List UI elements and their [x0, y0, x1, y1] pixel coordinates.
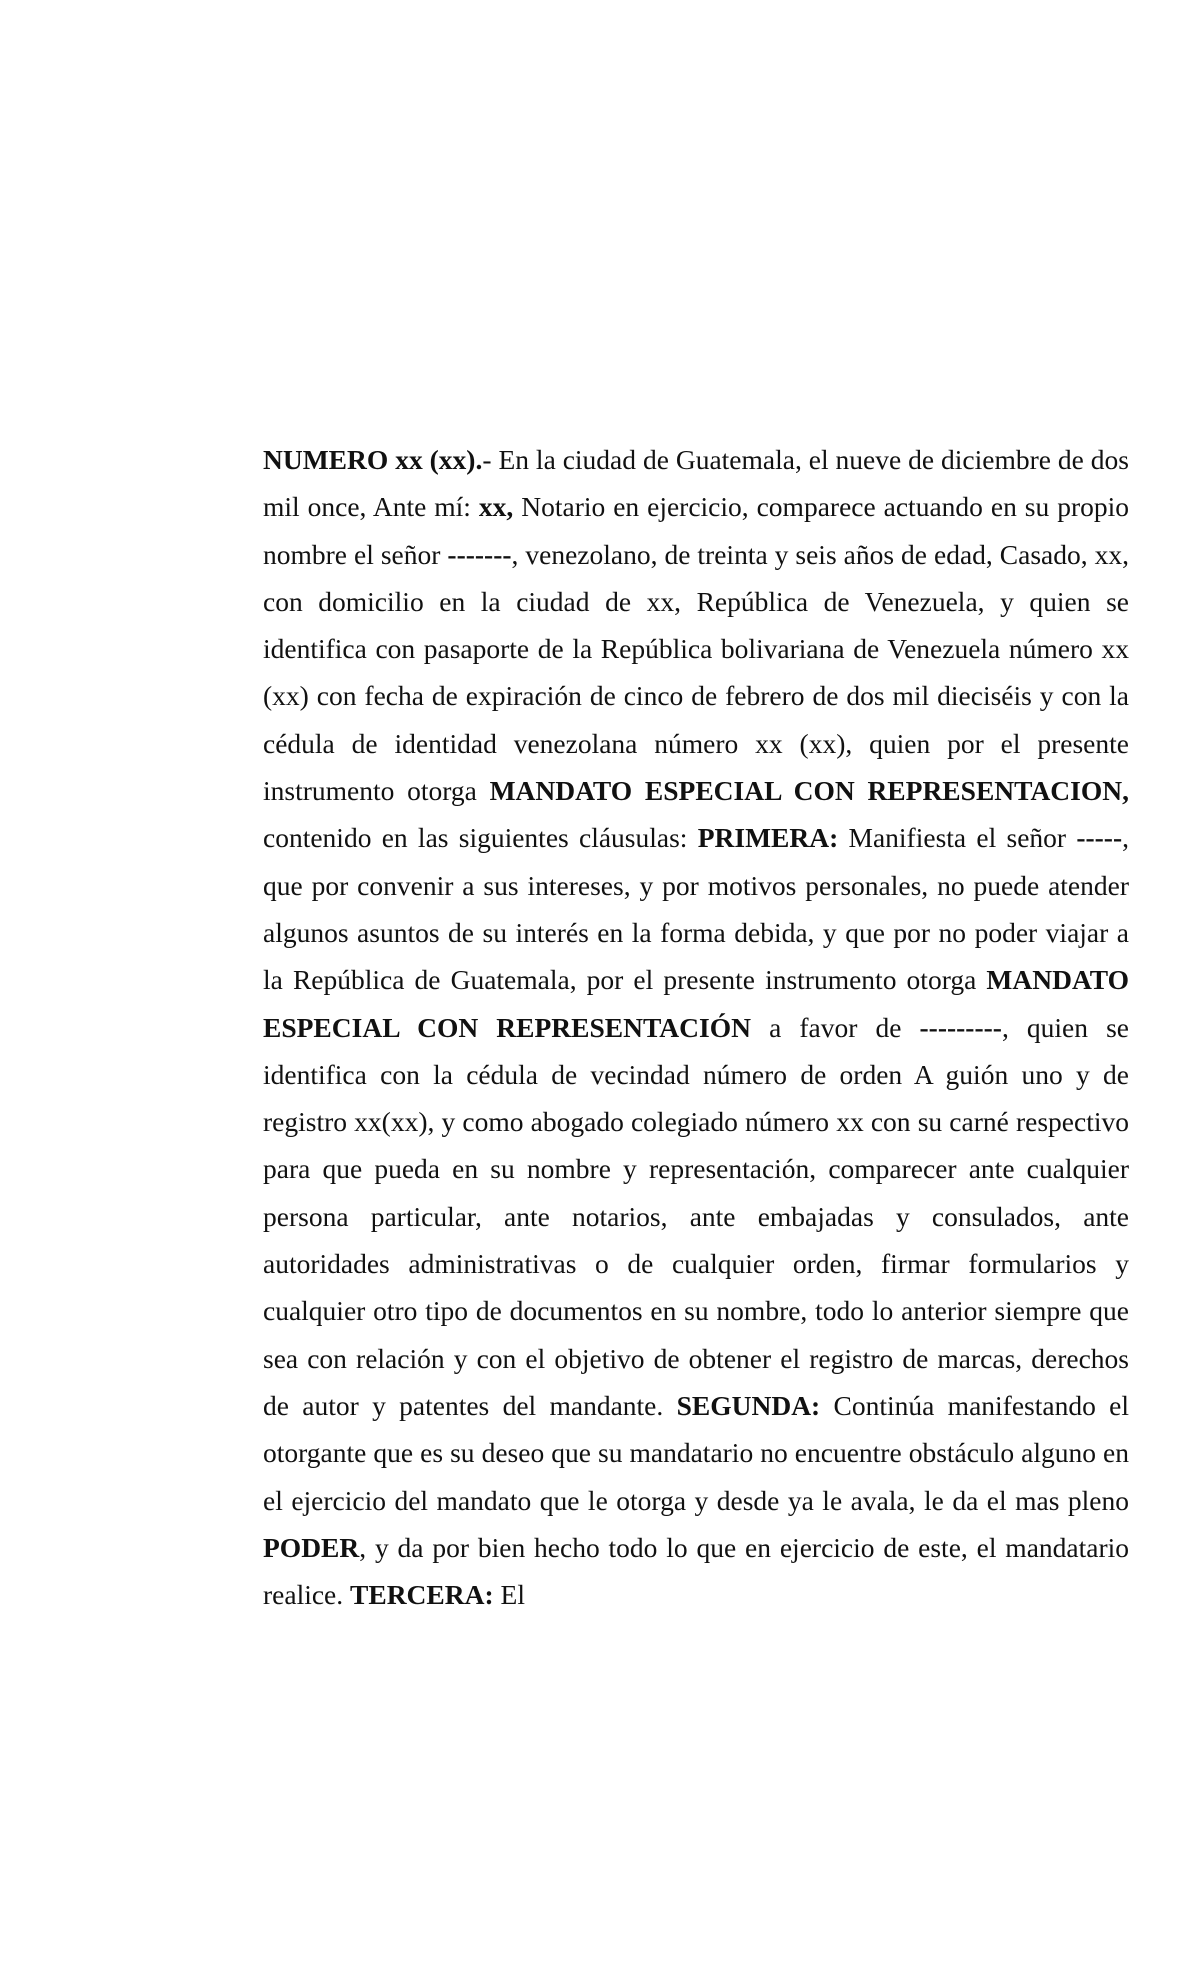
text-segment: El — [493, 1579, 525, 1611]
deed-number: NUMERO xx (xx). — [263, 444, 483, 475]
agent-name: --------- — [919, 1011, 1002, 1043]
text-segment: - En la ciudad de Guatemala, el nueve de diciembre de dos mil once, Ante mí: — [263, 444, 1129, 523]
text-segment: , y da por bien hecho todo lo que en ejercicio de este, el mandatario realice. — [263, 1531, 1129, 1611]
notary-name: xx, — [478, 491, 514, 523]
grantor-name: ----- — [1076, 822, 1123, 854]
text-segment: a favor de — [750, 1011, 920, 1043]
clause-heading-primera: PRIMERA: — [697, 822, 839, 854]
clause-heading-tercera: TERCERA: — [350, 1579, 494, 1611]
text-segment: contenido en las siguientes cláusulas: — [263, 822, 698, 854]
mandate-title: MANDATO ESPECIAL CON REPRESENTACION, — [489, 775, 1129, 807]
poder-term: PODER — [263, 1531, 360, 1563]
document-body — [263, 436, 1129, 1618]
text-segment: Notario en ejercicio, comparece actuando en su propio nombre el señor — [263, 491, 1129, 570]
grantor-name: ------- — [447, 538, 512, 570]
mandate-title: MANDATO ESPECIAL CON REPRESENTACIÓN — [263, 964, 1129, 1043]
text-segment: Continúa manifestando el otorgante que es su deseo que su mandatario no encuentre obstáculo alguno en el ejercicio del mandato que le otorga y desde ya le avala, le da el mas pleno — [263, 1389, 1129, 1516]
text-segment: , que por convenir a sus intereses, y por motivos personales, no puede atender algunos asuntos de su interés en la forma debida, y que por no poder viajar a la República de Guatemala, por el presente instrumento otorga — [263, 822, 1129, 996]
text-segment: , venezolano, de treinta y seis años de edad, Casado, xx, con domicilio en la ciudad de xx, República de Venezuela, y quien se identifica con pasaporte de la República bolivariana de Venezuela número xx (xx) con fecha de expiración de cinco de febrero de dos mil dieciséis y con la cédula de identidad venezolana número xx (xx), quien por el presente instrumento otorga — [263, 538, 1129, 807]
text-segment: Manifiesta el señor — [838, 822, 1077, 854]
text-segment: , quien se identifica con la cédula de vecindad número de orden A guión uno y de registro xx(xx), y como abogado colegiado número xx con su carné respectivo para que pueda en su nombre y representación, comparecer ante cualquier persona particular, ante notarios, ante embajadas y consulados, ante autoridades administrativas o de cualquier orden, firmar formularios y cualquier otro tipo de documentos en su nombre, todo lo anterior siempre que sea con relación y con el objetivo de obtener el registro de marcas, derechos de autor y patentes del mandante. — [263, 1011, 1129, 1421]
clause-heading-segunda: SEGUNDA: — [676, 1389, 821, 1421]
